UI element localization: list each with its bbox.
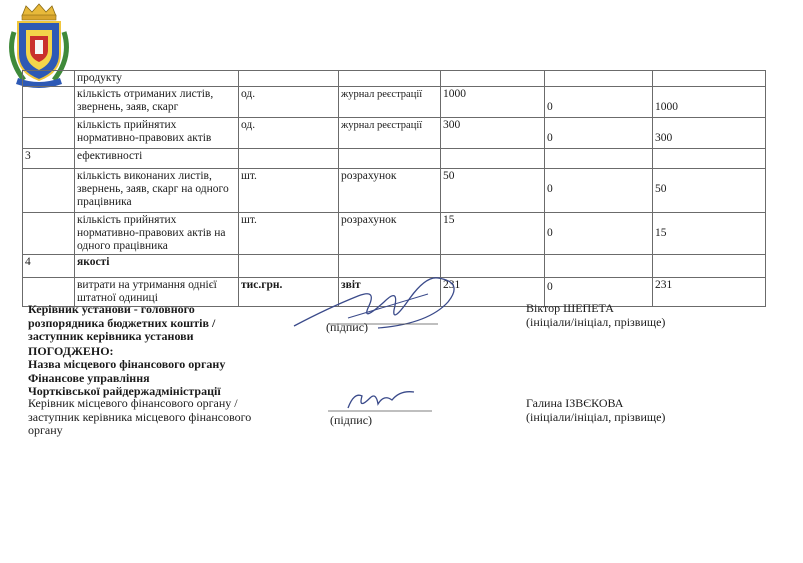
source-cell: звіт: [339, 278, 441, 307]
source-cell: журнал реєстрації: [339, 87, 441, 118]
fin-signature-label: (підпис): [330, 413, 373, 427]
value-cell: 0: [545, 118, 653, 149]
indicator-name: ефективності: [75, 149, 239, 169]
head-title: Керівник установи - головного розпорядника бюджетних коштів / заступник керівника установи: [28, 302, 216, 343]
row-number: [23, 87, 75, 118]
indicator-name: кількість прийнятих нормативно-правових актів: [75, 118, 239, 149]
unit-cell: од.: [239, 87, 339, 118]
row-number: [23, 71, 75, 87]
value-cell: 1000: [653, 87, 766, 118]
value-cell: [653, 255, 766, 278]
value-cell: [545, 255, 653, 278]
value-cell: 15: [653, 213, 766, 255]
table-row: [23, 169, 766, 213]
signature-scribble-icon: [288, 268, 468, 336]
source-cell: [339, 149, 441, 169]
value-cell: 50: [441, 169, 545, 213]
value-cell: [441, 71, 545, 87]
row-number: [23, 118, 75, 149]
source-cell: [339, 71, 441, 87]
head-signature-label: (підпис): [326, 320, 369, 334]
table-row: [23, 71, 766, 87]
row-number: 3: [23, 149, 75, 169]
value-cell: 0: [545, 213, 653, 255]
indicator-name: кількість виконаних листів, звернень, заяв, скарг на одного працівника: [75, 169, 239, 213]
value-cell: 15: [441, 213, 545, 255]
value-cell: [441, 149, 545, 169]
indicator-name: витрати на утримання однієї штатної одиниці: [75, 278, 239, 307]
fin-name-block: [526, 397, 665, 424]
value-cell: 0: [545, 87, 653, 118]
table-row: [23, 213, 766, 255]
value-cell: [653, 71, 766, 87]
value-cell: 231: [441, 278, 545, 307]
table-row: [23, 149, 766, 169]
fin-org-line1: Фінансове управління: [28, 370, 150, 385]
value-cell: 0: [545, 278, 653, 307]
fin-head-title: Керівник місцевого фінансового органу / заступник керівника місцевого фінансового органу: [28, 396, 252, 437]
value-cell: 50: [653, 169, 766, 213]
head-name-block: [526, 302, 665, 329]
source-cell: журнал реєстрації: [339, 118, 441, 149]
fin-org-line2: Чортківської райдержадміністрації: [28, 384, 221, 398]
value-cell: [545, 71, 653, 87]
value-cell: [545, 149, 653, 169]
signature-scribble-icon: [318, 386, 438, 416]
indicator-name: продукту: [75, 71, 239, 87]
source-cell: розрахунок: [339, 169, 441, 213]
source-cell: розрахунок: [339, 213, 441, 255]
fin-name: Галина ІЗВЄКОВА: [526, 396, 624, 410]
value-cell: 300: [653, 118, 766, 149]
indicator-name: кількість прийнятих нормативно-правових актів на одного працівника: [75, 213, 239, 255]
row-number: [23, 213, 75, 255]
unit-cell: шт.: [239, 213, 339, 255]
indicator-name: якості: [75, 255, 239, 278]
head-name: Віктор ШЕПЕТА: [526, 301, 614, 315]
unit-cell: тис.грн.: [239, 278, 339, 307]
fin-org-block: [28, 358, 225, 399]
unit-cell: шт.: [239, 169, 339, 213]
table-row: [23, 87, 766, 118]
fin-name-label: (ініціали/ініціал, прізвище): [526, 409, 666, 424]
indicator-name: кількість отриманих листів, звернень, заяв, скарг: [75, 87, 239, 118]
unit-cell: [239, 71, 339, 87]
table-row: [23, 118, 766, 149]
unit-cell: од.: [239, 118, 339, 149]
value-cell: 1000: [441, 87, 545, 118]
value-cell: [653, 149, 766, 169]
value-cell: 0: [545, 169, 653, 213]
row-number: 4: [23, 255, 75, 278]
agreed-heading: ПОГОДЖЕНО:: [28, 344, 114, 358]
fin-org-label: Назва місцевого фінансового органу: [28, 357, 226, 371]
row-number: [23, 169, 75, 213]
unit-cell: [239, 149, 339, 169]
value-cell: 300: [441, 118, 545, 149]
value-cell: 231: [653, 278, 766, 307]
head-name-label: (ініціали/ініціал, прізвище): [526, 314, 666, 329]
